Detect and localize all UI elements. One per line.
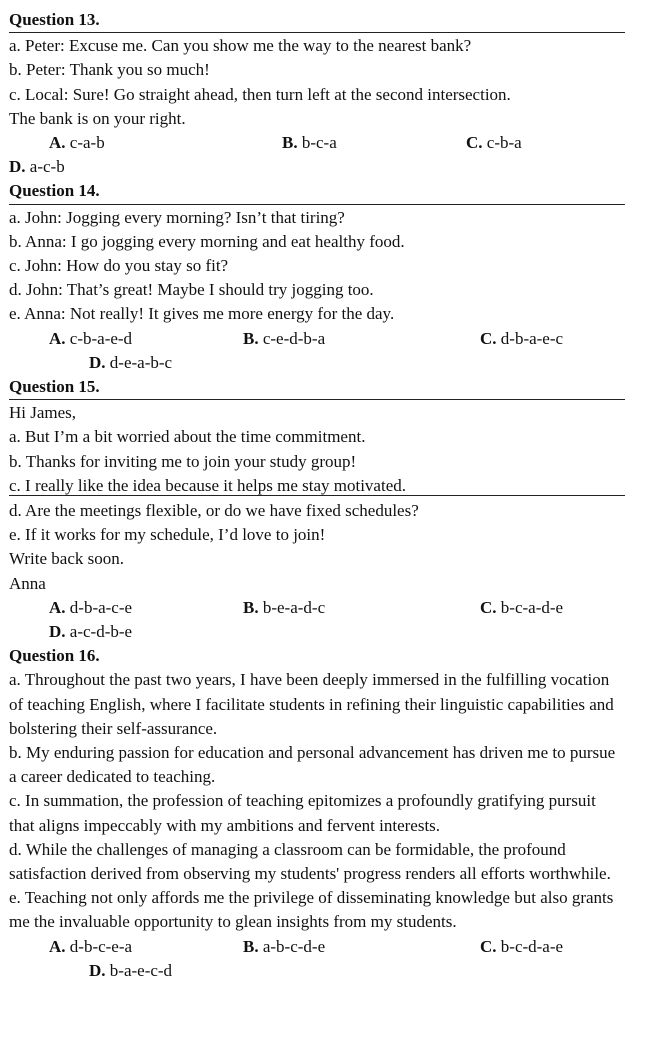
options-row (9, 131, 649, 155)
divider (9, 399, 625, 400)
options-row (9, 155, 649, 179)
question-title: Question 14. (9, 181, 100, 201)
option-a[interactable]: A. c-a-b (49, 133, 105, 153)
question-15 (9, 375, 649, 644)
option-a[interactable]: A. c-b-a-e-d (49, 328, 133, 348)
option-d[interactable]: D. a-c-b (9, 157, 65, 177)
paragraph-b: b. My enduring passion for education and personal advancement has driven me to pursue a career dedicated to teaching. (9, 743, 616, 787)
option-a[interactable]: A. d-b-c-e-a (49, 936, 133, 956)
option-b[interactable]: B. b-e-a-d-c (243, 597, 326, 617)
sentence-a: a. Peter: Excuse me. Can you show me the way to the nearest bank? (9, 36, 472, 56)
paragraph-e: e. Teaching not only affords me the privilege of disseminating knowledge but also grants me the invaluable opportunity to glean insights from my students. (9, 888, 614, 932)
option-b[interactable]: B. a-b-c-d-e (243, 936, 326, 956)
question-title: Question 15. (9, 376, 100, 396)
option-a[interactable]: A. d-b-a-c-e (49, 597, 133, 617)
sentence-c: c. John: How do you stay so fit? (9, 256, 229, 275)
sentence-c: c. Local: Sure! Go straight ahead, then turn left at the second intersection. (9, 84, 511, 104)
option-d[interactable]: D. d-e-a-b-c (89, 352, 173, 372)
question-14 (9, 179, 649, 375)
sentence-c: c. I really like the idea because it helps me stay motivated. (9, 475, 406, 495)
option-b[interactable]: B. b-c-a (282, 133, 337, 153)
sentence-a: a. John: Jogging every morning? Isn’t that tiring? (9, 207, 345, 227)
option-c[interactable]: C. d-b-a-e-c (480, 328, 564, 348)
question-16 (9, 644, 649, 983)
letter-signature: Anna (9, 573, 46, 593)
option-c[interactable]: C. c-b-a (466, 133, 522, 153)
paragraph-a: a. Throughout the past two years, I have been deeply immersed in the fulfilling vocation of teaching English, where I facilitate students in refining their linguistic capabilities and bolstering their self-assurance. (9, 670, 614, 738)
options-row (9, 935, 649, 959)
question-title: Question 16. (9, 646, 100, 666)
paragraph-d: d. While the challenges of managing a classroom can be formidable, the profound satisfaction derived from observing my students' progress renders all efforts worthwhile. (9, 839, 611, 884)
options-row (9, 596, 649, 620)
sentence-b: b. Peter: Thank you so much! (9, 60, 210, 80)
option-c[interactable]: C. b-c-d-a-e (480, 936, 564, 956)
paragraph-c: c. In summation, the profession of teaching epitomizes a profoundly gratifying pursuit that aligns impeccably with my ambitions and fervent interests. (9, 791, 596, 835)
letter-greeting: Hi James, (9, 403, 77, 423)
sentence-b: b. Anna: I go jogging every morning and eat healthy food. (9, 231, 405, 251)
sentence-d: d. Are the meetings flexible, or do we have fixed schedules? (9, 501, 419, 520)
options-row (9, 620, 649, 644)
options-row (9, 327, 649, 351)
sentence-a: a. But I’m a bit worried about the time commitment. (9, 427, 366, 447)
question-13 (9, 8, 649, 179)
options-row (9, 959, 649, 983)
option-c[interactable]: C. b-c-a-d-e (480, 597, 564, 617)
sentence-c-cont: The bank is on your right. (9, 108, 186, 128)
sentence-b: b. Thanks for inviting me to join your study group! (9, 451, 357, 471)
options-row (9, 351, 649, 375)
letter-closing: Write back soon. (9, 549, 124, 569)
divider (9, 32, 625, 33)
exam-page (9, 8, 649, 983)
option-d[interactable]: D. b-a-e-c-d (89, 960, 173, 980)
sentence-e: e. Anna: Not really! It gives me more energy for the day. (9, 304, 395, 324)
question-title: Question 13. (9, 10, 100, 29)
option-b[interactable]: B. c-e-d-b-a (243, 328, 326, 348)
sentence-d: d. John: That’s great! Maybe I should try jogging too. (9, 280, 374, 300)
sentence-e: e. If it works for my schedule, I’d love to join! (9, 525, 326, 545)
divider (9, 204, 625, 205)
option-d[interactable]: D. a-c-d-b-e (49, 622, 133, 641)
